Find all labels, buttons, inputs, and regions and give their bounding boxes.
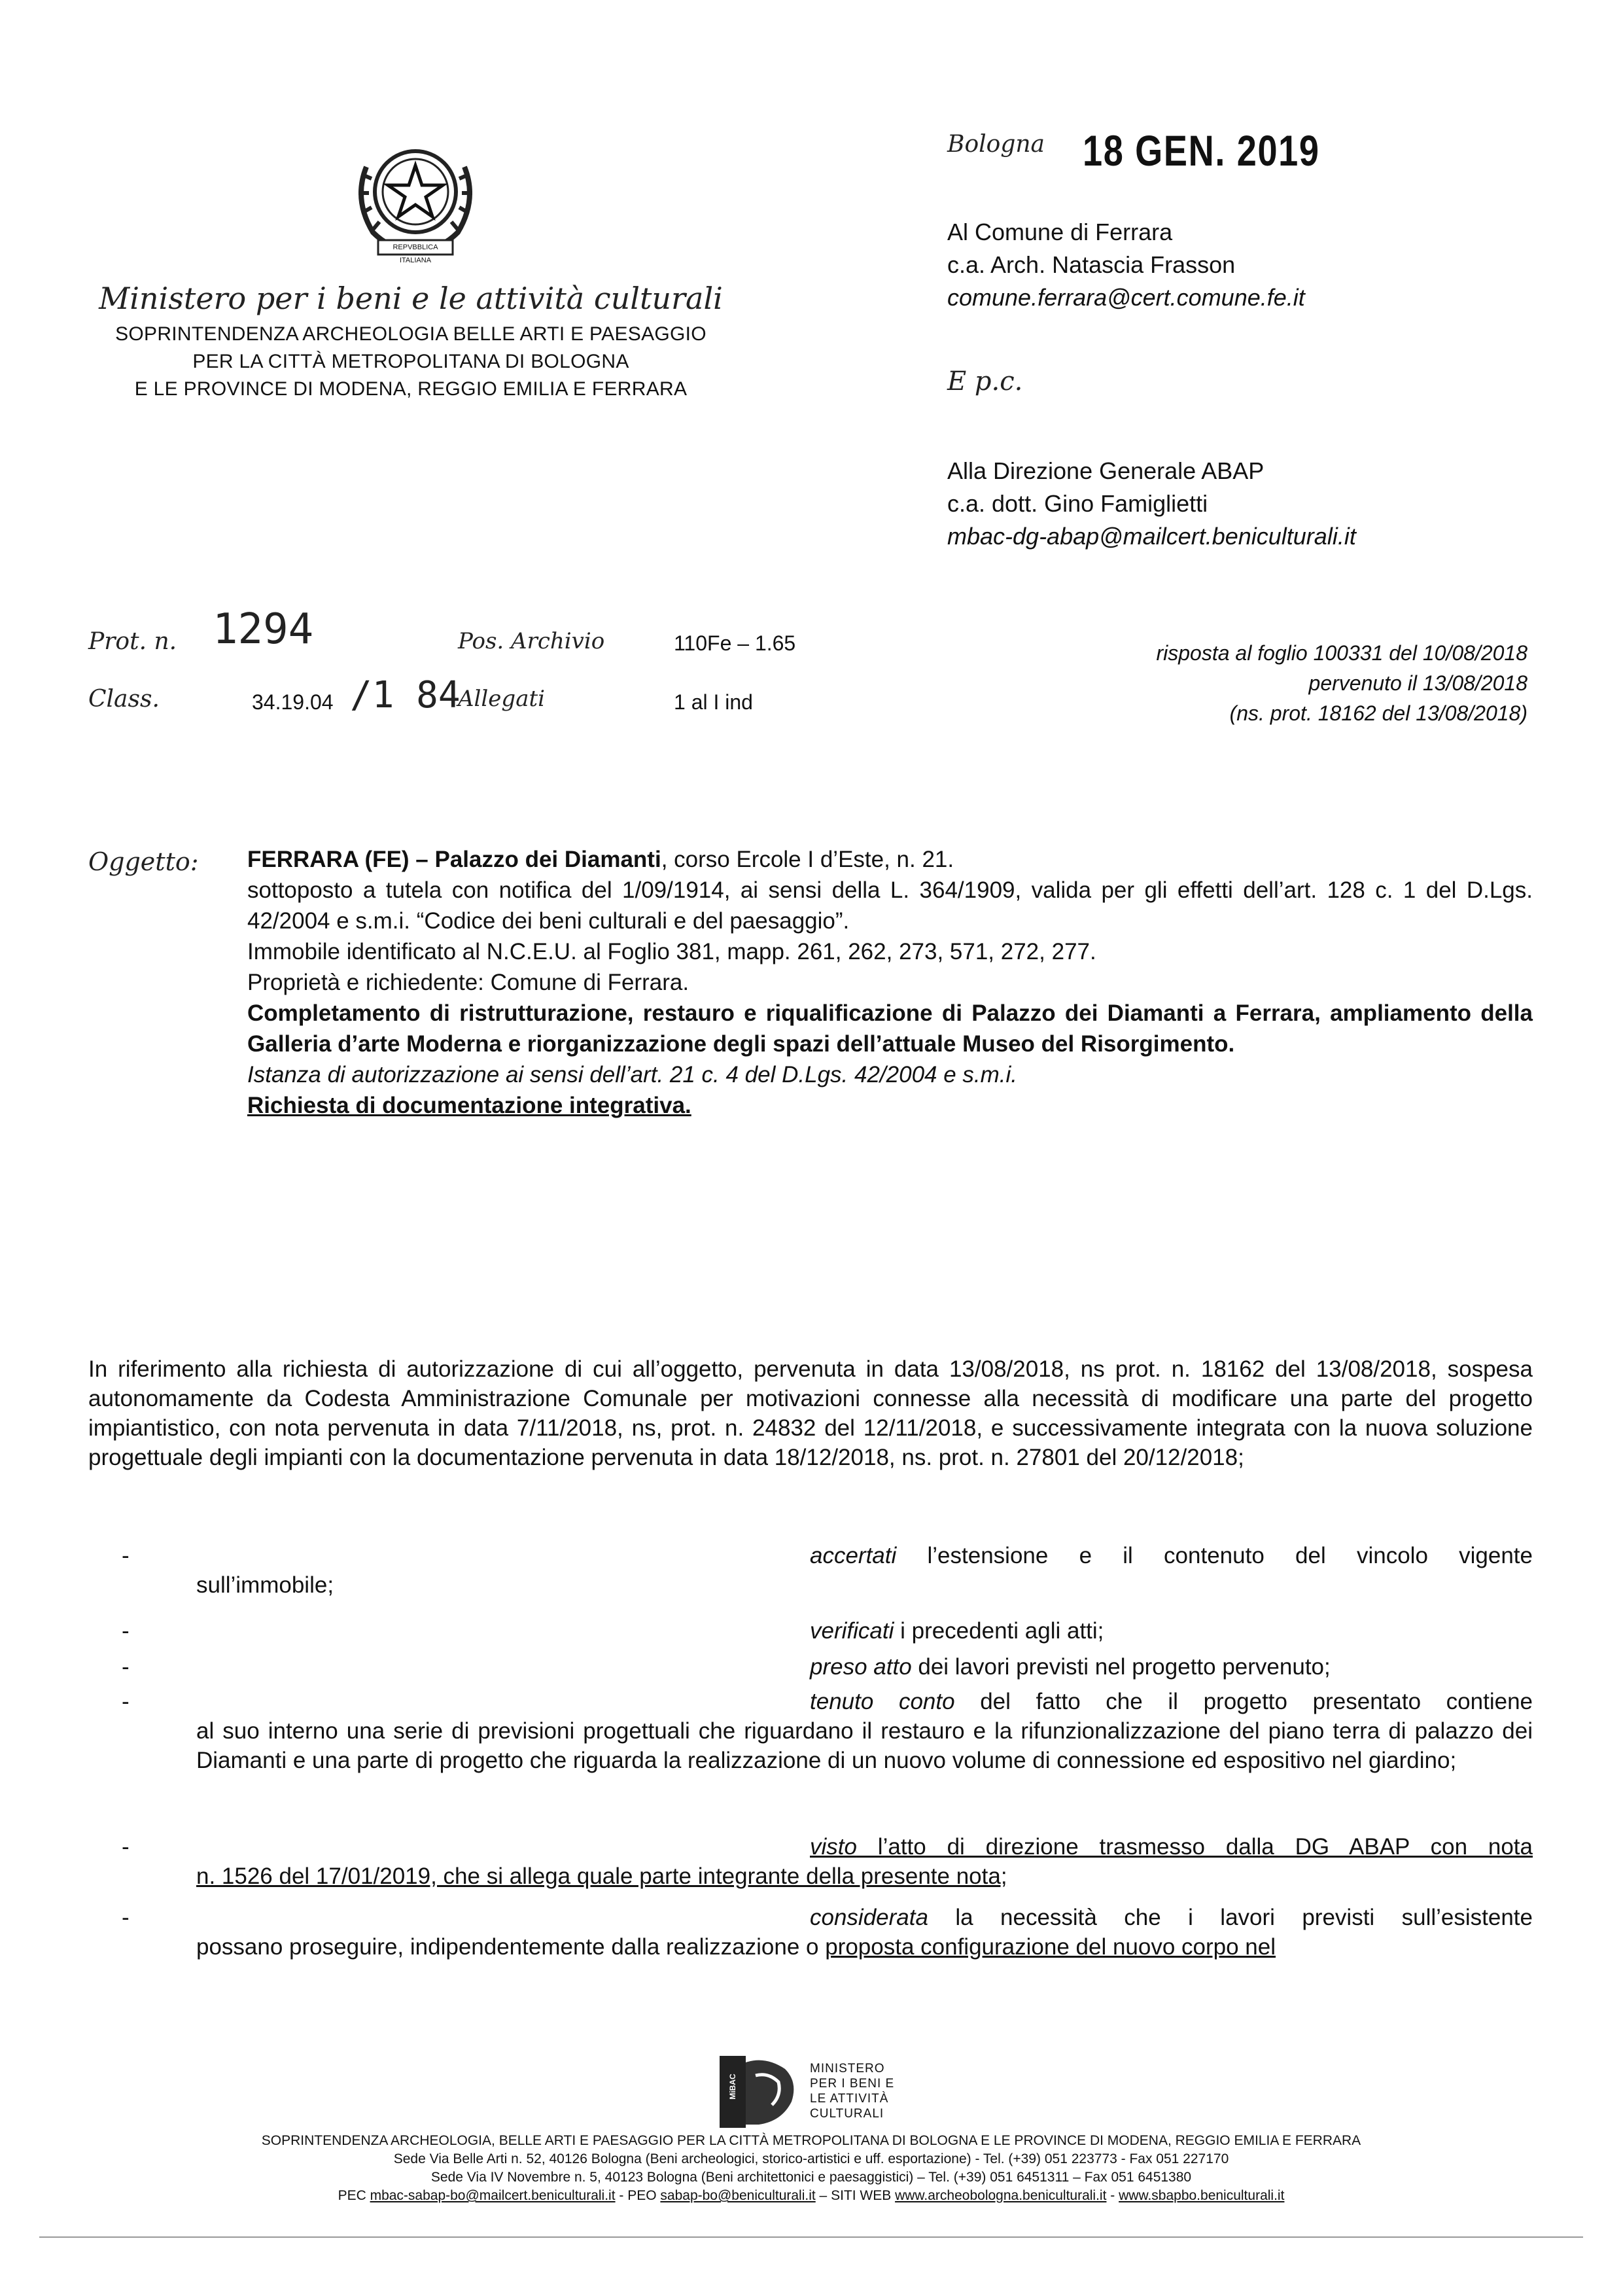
separator: - [1106,2188,1119,2203]
list-dash: - [122,1543,130,1568]
subject-project-title: Completamento di ristrutturazione, restauro e riqualificazione di Palazzo dei Diamanti a Ferrara, ampliamento della Galleria d’arte Moderna e riorganizzazione degli spazi dell’attuale Museo del Risorgimento. [247,1000,1533,1057]
web-label: – SITI WEB [815,2188,896,2203]
subject-cadastre: Immobile identificato al N.C.E.U. al Foglio 381, mapp. 261, 262, 273, 571, 272, 277. [247,939,1096,964]
pos-archivio-value: 110Fe – 1.65 [674,631,796,655]
class-handwritten: /1 84 [350,674,461,716]
subject-request-title: Richiesta di documentazione integrativa. [247,1093,691,1118]
footer-line: Sede Via Belle Arti n. 52, 40126 Bologna (Beni archeologici, storico-artistici e uff. esportazione) - Tel. (+39) 051 223773 - Fax 051 227170 [393,2151,1229,2166]
recipient-email-link[interactable]: comune.ferrara@cert.comune.fe.it [947,284,1305,311]
office-line: E LE PROVINCE DI MODENA, REGGIO EMILIA E FERRARA [134,378,688,400]
footer-line: SOPRINTENDENZA ARCHEOLOGIA, BELLE ARTI E PAESAGGIO PER LA CITTÀ METROPOLITANA DI BOLOGNA E LE PROVINCE DI MODENA, REGGIO EMILIA E FERRARA [261,2133,1361,2148]
bottom-divider [39,2236,1583,2238]
date-place: Bologna [947,131,1045,158]
mibac-logo [720,2056,805,2128]
item-head: la necessità che i lavori previsti sull’esistente [928,1905,1533,1930]
list-dash: - [122,1654,130,1680]
subject-address: , corso Ercole I d’Este, n. 21. [661,847,954,872]
item-head: del fatto che il progetto presentato contiene [954,1689,1533,1714]
allegati-label: Allegati [458,686,545,712]
item-key: accertati [810,1543,897,1568]
footer-line: Sede Via IV Novembre n. 5, 40123 Bologna (Beni architettonici e paesaggistici) – Tel. (+39) 051 6451311 – Fax 051 6451380 [430,2170,1192,2185]
logo-line: CULTURALI [810,2107,884,2121]
recipient-attention: c.a. dott. Gino Famiglietti [947,490,1208,517]
recipient-primary [947,216,1305,314]
class-value: 34.19.04 [252,690,334,714]
reply-reference [916,638,1527,728]
subject-place: FERRARA (FE) – Palazzo dei Diamanti [247,847,661,872]
logo-line: LE ATTIVITÀ [810,2092,889,2106]
footer-contacts [157,2187,1465,2205]
item-head: dei lavori previsti nel progetto pervenuto; [911,1654,1331,1680]
office-line: SOPRINTENDENZA ARCHEOLOGIA BELLE ARTI E PAESAGGIO [115,323,707,345]
pos-archivio-label: Pos. Archivio [458,628,605,654]
mibac-logo-text [810,2061,894,2121]
peo-link[interactable]: sabap-bo@beniculturali.it [660,2188,816,2203]
footer-address [157,2132,1465,2205]
subject-protection: sottoposto a tutela con notifica del 1/09/1914, ai sensi della L. 364/1909, valida per gli effetti dell’art. 128 c. 1 del D.Lgs. 42/2004 e s.m.i. “Codice dei beni culturali e del paesaggio”. [247,877,1533,934]
subject-owner: Proprietà e richiedente: Comune di Ferrara. [247,970,689,995]
recipient-attention: c.a. Arch. Natascia Frasson [947,251,1236,278]
list-dash: - [122,1905,130,1930]
item-continuation: al suo interno una serie di previsioni progettuali che riguardano il restauro e la rifunzionalizzazione del piano terra di palazzo dei Diamanti e una parte di progetto che riguarda la realizzazione di un nuovo volume di connessione ed espositivo nel giardino; [196,1718,1533,1773]
allegati-value: 1 al I ind [674,690,753,714]
date-stamp: 18 GEN. 2019 [1083,126,1320,175]
item-continuation: n. 1526 del 17/01/2019, che si allega quale parte integrante della presente nota; [196,1863,1007,1889]
list-dash: - [122,1618,130,1644]
cc-label: E p.c. [947,366,1023,397]
website-link-archeo[interactable]: www.archeobologna.beniculturali.it [895,2188,1107,2203]
body-intro: In riferimento alla richiesta di autorizzazione di cui all’oggetto, pervenuta in data 13/08/2018, ns prot. n. 18162 del 13/08/2018, sospesa autonomamente da Codesta Amministrazione Comunale per motivazioni connesse alla necessità di modificare una parte del progetto impiantistico, con nota pervenuta in data 7/11/2018, ns, prot. n. 24832 del 12/11/2018, e successivamente integrata con la nuova soluzione progettuale degli impianti con la documentazione pervenuta in data 18/12/2018, ns. prot. n. 27801 del 20/12/2018; [88,1356,1533,1470]
mibac-logo-mark: MiBAC [728,2074,737,2100]
item-head: i precedenti agli atti; [894,1618,1104,1644]
pec-link[interactable]: mbac-sabap-bo@mailcert.beniculturali.it [370,2188,616,2203]
list-dash: - [122,1834,130,1860]
item-head: l’atto di direzione trasmesso dalla DG ABAP con nota [856,1834,1533,1860]
item-key: considerata [810,1905,928,1930]
item-key: visto [810,1834,857,1860]
pec-label: PEC [338,2188,370,2203]
office-header [84,321,738,403]
subject-label: Oggetto: [88,847,199,876]
logo-line: PER I BENI E [810,2077,895,2091]
considered-item [0,1541,1623,1600]
emblem-banner-text: REPVBBLICA ITALIANA [393,243,438,264]
reply-line: pervenuto il 13/08/2018 [1308,671,1527,695]
reply-line: (ns. prot. 18162 del 13/08/2018) [1229,701,1527,725]
item-continuation: possano proseguire, indipendentemente dalla realizzazione o [196,1934,826,1960]
recipient-name: Al Comune di Ferrara [947,219,1173,245]
item-head: l’estensione e il contenuto del vincolo vigente [896,1543,1533,1568]
subject-request-type: Istanza di autorizzazione ai sensi dell’art. 21 c. 4 del D.Lgs. 42/2004 e s.m.i. [247,1062,1018,1087]
subject-block [247,844,1533,1121]
recipient-email-link[interactable]: mbac-dg-abap@mailcert.beniculturali.it [947,523,1356,550]
reply-line: risposta al foglio 100331 del 10/08/2018 [1156,641,1527,665]
peo-label: - PEO [615,2188,661,2203]
item-key: preso atto [810,1654,912,1680]
item-continuation: sull’immobile; [196,1572,334,1598]
ministry-script-title: Ministero per i beni e le attività culturali [99,281,723,316]
item-continuation-underlined: proposta configurazione del nuovo corpo nel [825,1934,1276,1960]
recipient-secondary [947,455,1356,553]
list-dash: - [122,1689,130,1714]
prot-label: Prot. n. [88,628,177,655]
prot-number-handwritten: 1294 [213,605,314,654]
item-key: tenuto conto [810,1689,955,1714]
recipient-name: Alla Direzione Generale ABAP [947,457,1265,484]
item-key: verificati [810,1618,894,1644]
class-label: Class. [88,686,160,713]
republic-emblem [347,128,484,265]
website-link-sbap[interactable]: www.sbapbo.beniculturali.it [1119,2188,1285,2203]
office-line: PER LA CITTÀ METROPOLITANA DI BOLOGNA [192,351,629,372]
logo-line: MINISTERO [810,2062,885,2075]
